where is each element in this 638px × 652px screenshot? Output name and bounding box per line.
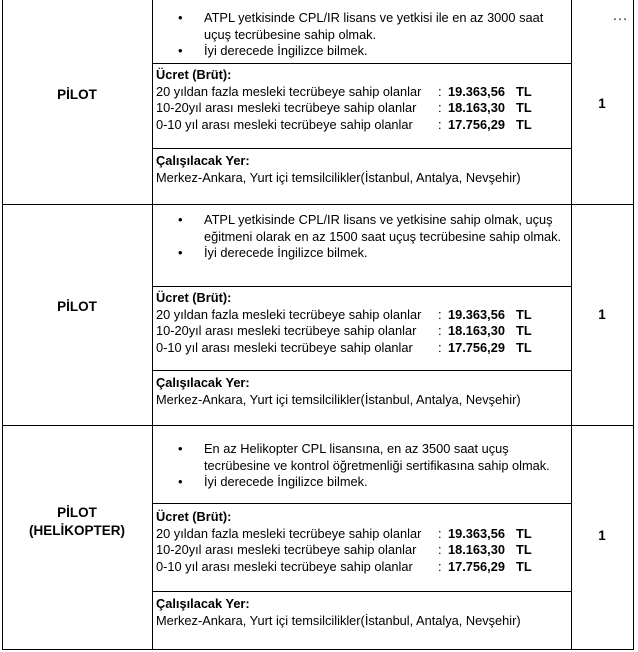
position-count: 1 [598,528,606,543]
wage-currency: TL [516,306,532,322]
wage-amount: 18.163,30 [448,100,505,115]
requirements-list [174,212,566,262]
wage-separator: : [438,339,442,355]
ellipsis-icon: … [612,7,629,24]
wage-separator: : [438,558,442,574]
wage-amount: 19.363,56 [448,525,505,541]
wage-amount: 19.363,56 [448,83,505,99]
row-border-bottom-1 [2,204,634,205]
wage-separator: : [438,323,442,338]
wage-currency: TL [516,525,532,541]
wage-row [156,117,566,134]
requirement-item: • İyi derecede İngilizce bilmek. [174,43,566,60]
table-border-bottom [2,649,634,650]
wage-label: 20 yıldan fazla mesleki tecrübeye sahip olanlar [156,306,422,322]
wage-block [156,290,566,356]
wage-label: 20 yıldan fazla mesleki tecrübeye sahip olanlar [156,83,422,99]
position-title [2,86,152,104]
position-title [2,298,152,316]
requirement-item: • İyi derecede İngilizce bilmek. [174,474,566,491]
wage-header: Ücret (Brüt): [156,67,232,82]
wage-row [156,307,566,324]
wage-amount: 17.756,29 [448,558,505,574]
location-text: Merkez-Ankara, Yurt içi temsilcilikler(İstanbul, Antalya, Nevşehir) [156,170,521,185]
position-title-line: PİLOT [57,505,97,520]
wage-label: 0-10 yıl arası mesleki tecrübeye sahip olanlar [156,339,413,355]
wage-row [156,84,566,101]
wage-separator: : [438,100,442,115]
cell-divider [152,63,572,64]
wage-separator: : [438,542,442,557]
wage-label: 0-10 yıl arası mesleki tecrübeye sahip olanlar [156,558,413,574]
location-header: Çalışılacak Yer: [156,596,250,611]
wage-currency: TL [516,100,532,115]
position-title-line: (HELİKOPTER) [29,523,125,538]
wage-row [156,542,566,559]
wage-label: 10-20yıl arası mesleki tecrübeye sahip olanlar [156,542,417,557]
requirement-item: • ATPL yetkisinde CPL/IR lisans ve yetkisi ile en az 3000 saat uçuş tecrübesine sahip olmak. [174,10,566,43]
location-block [156,152,568,186]
requirements-list [174,441,566,491]
location-text: Merkez-Ankara, Yurt içi temsilcilikler(İstanbul, Antalya, Nevşehir) [156,613,521,628]
position-count: 1 [598,307,606,322]
wage-amount: 18.163,30 [448,542,505,557]
position-title-line: PİLOT [57,87,97,102]
wage-currency: TL [516,558,532,574]
position-title [2,504,152,540]
wage-currency: TL [516,339,532,355]
location-block [156,374,568,408]
wage-row [156,100,566,117]
cell-divider [152,148,572,149]
location-header: Çalışılacak Yer: [156,153,250,168]
requirement-item: • İyi derecede İngilizce bilmek. [174,245,566,262]
wage-amount: 19.363,56 [448,306,505,322]
location-text: Merkez-Ankara, Yurt içi temsilcilikler(İstanbul, Antalya, Nevşehir) [156,392,521,407]
cell-divider [152,370,572,371]
cell-divider [152,503,572,504]
wage-block [156,509,566,575]
wage-separator: : [438,83,442,99]
wage-currency: TL [516,323,532,338]
wage-amount: 18.163,30 [448,323,505,338]
wage-row [156,340,566,357]
wage-separator: : [438,525,442,541]
row-border-bottom-2 [2,425,634,426]
requirement-item: • ATPL yetkisinde CPL/IR lisans ve yetkisine sahip olmak, uçuş eğitmeni olarak en az 1500 saat uçuş tecrübesine sahip olmak. [174,212,566,245]
location-block [156,595,568,629]
wage-label: 10-20yıl arası mesleki tecrübeye sahip olanlar [156,323,417,338]
wage-row [156,559,566,576]
wage-currency: TL [516,542,532,557]
wage-row [156,526,566,543]
wage-currency: TL [516,116,532,132]
wage-amount: 17.756,29 [448,116,505,132]
wage-block [156,67,566,133]
cell-divider [152,591,572,592]
position-count: 1 [598,96,606,111]
cell-divider [152,286,572,287]
wage-header: Ücret (Brüt): [156,290,232,305]
location-header: Çalışılacak Yer: [156,375,250,390]
wage-header: Ücret (Brüt): [156,509,232,524]
wage-amount: 17.756,29 [448,339,505,355]
wage-separator: : [438,116,442,132]
table-border-right [633,0,634,650]
wage-row [156,323,566,340]
requirements-list [174,10,566,60]
wage-label: 0-10 yıl arası mesleki tecrübeye sahip olanlar [156,116,413,132]
wage-separator: : [438,306,442,322]
wage-currency: TL [516,83,532,99]
wage-label: 20 yıldan fazla mesleki tecrübeye sahip olanlar [156,525,422,541]
position-title-line: PİLOT [57,299,97,314]
requirement-item: • En az Helikopter CPL lisansına, en az 3500 saat uçuş tecrübesine ve kontrol öğretmenliği sertifikasına sahip olmak. [174,441,566,474]
wage-label: 10-20yıl arası mesleki tecrübeye sahip olanlar [156,100,417,115]
table-border-col1 [152,0,153,650]
